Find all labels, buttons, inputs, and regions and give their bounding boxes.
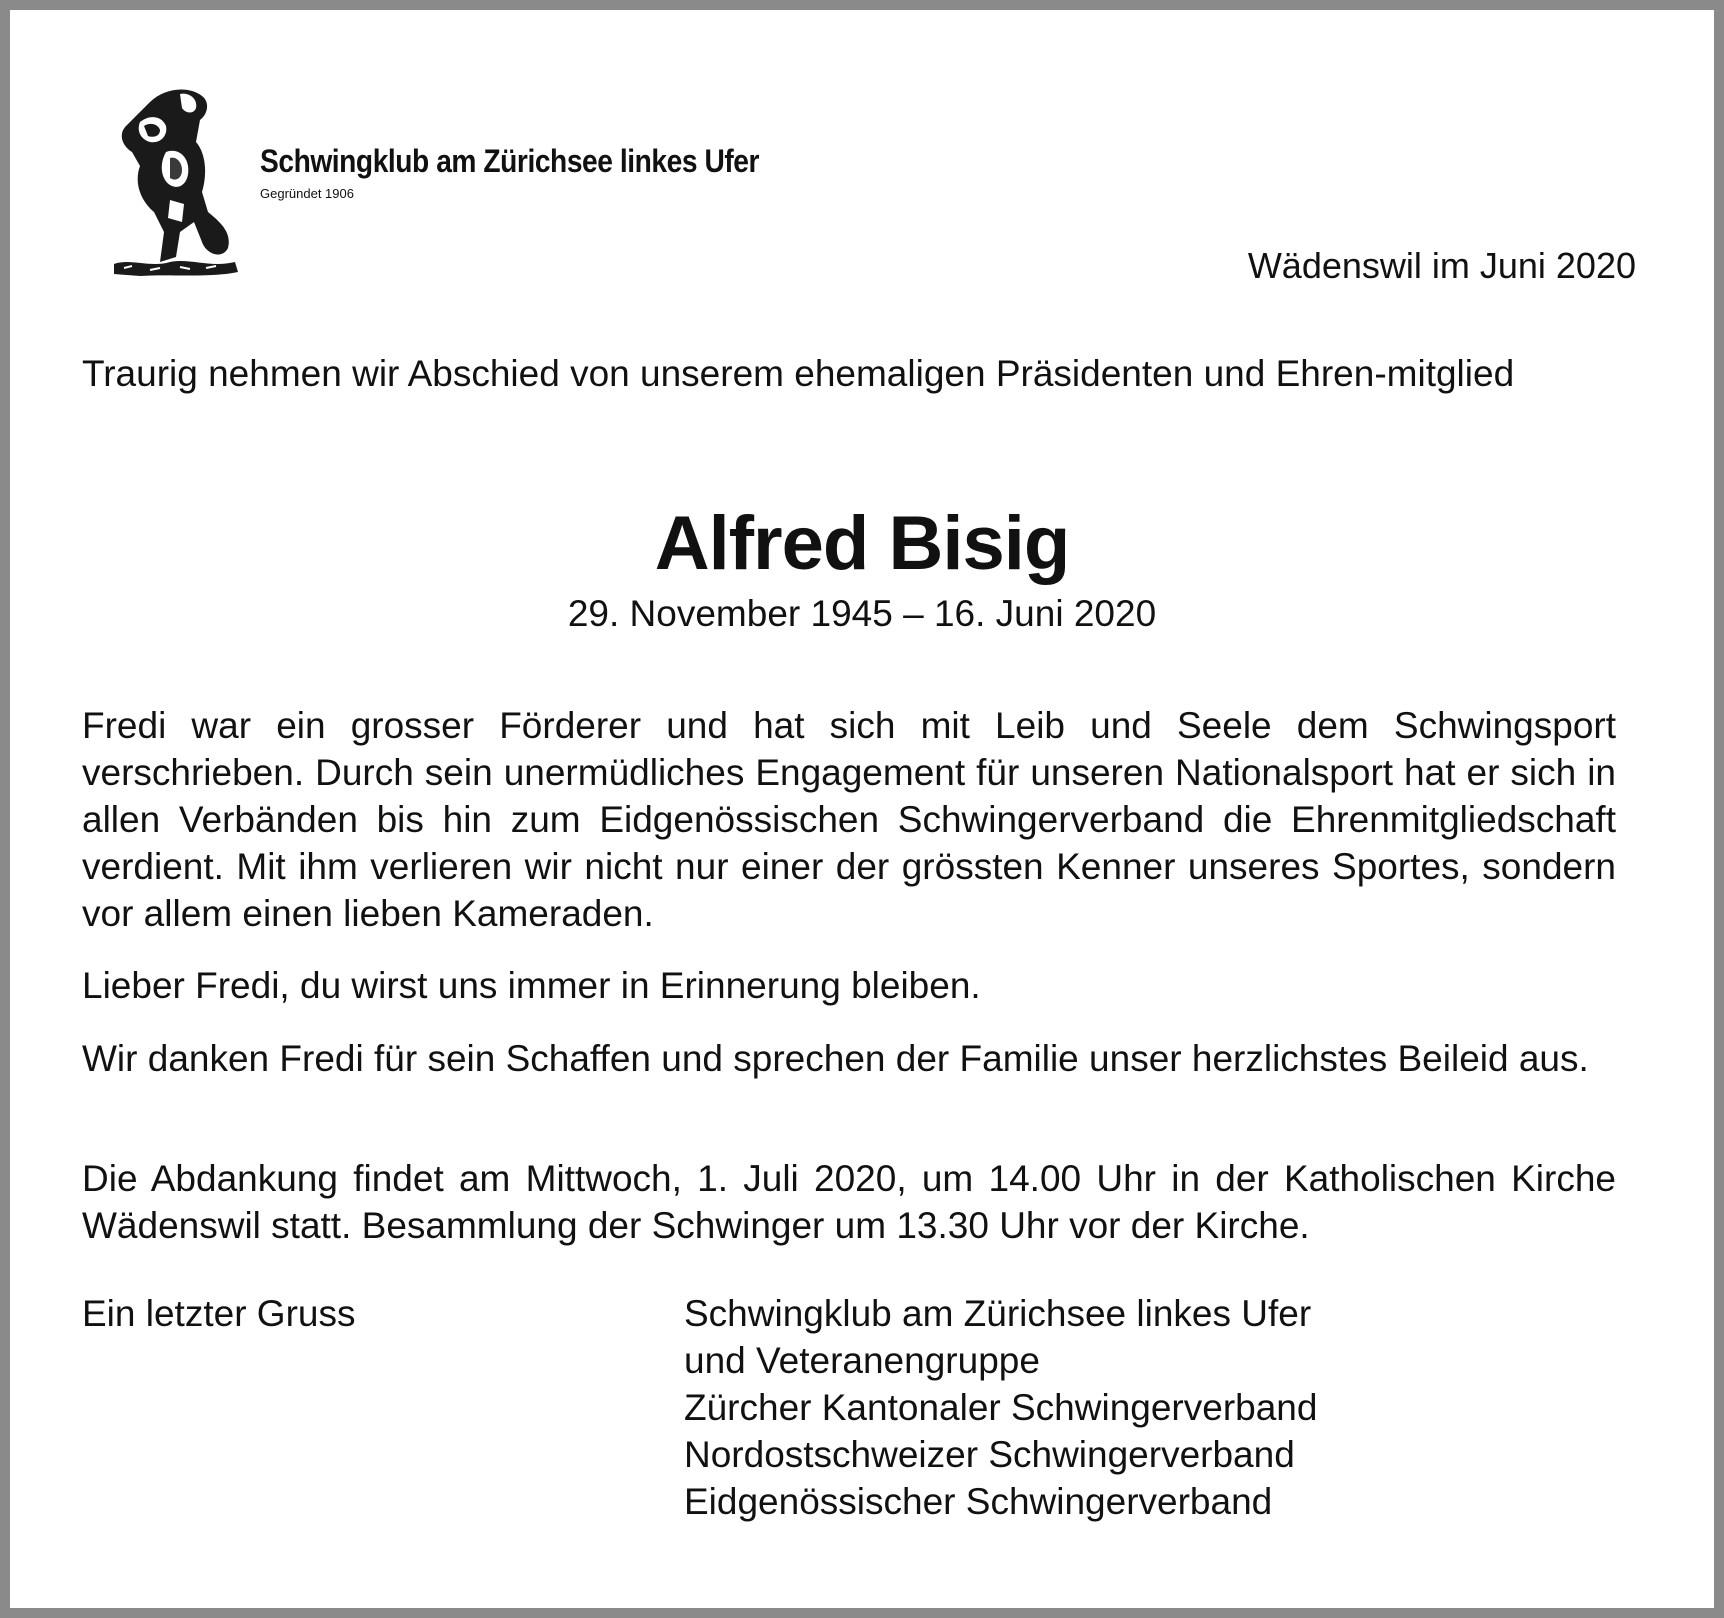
closing-greeting: Ein letzter Gruss <box>82 1293 356 1334</box>
club-name: Schwingklub am Zürichsee linkes Ufer <box>260 143 760 179</box>
sender-item: Zürcher Kantonaler Schwingerverband <box>684 1387 1318 1428</box>
sender-item: Schwingklub am Zürichsee linkes Ufer <box>684 1293 1312 1334</box>
place-date: Wädenswil im Juni 2020 <box>1247 245 1636 286</box>
wrestlers-icon <box>110 82 255 282</box>
founded-year: Gegründet 1906 <box>260 186 354 201</box>
farewell-paragraph: Lieber Fredi, du wirst uns immer in Erinnerung bleiben. <box>82 965 981 1006</box>
sender-item: Nordostschweizer Schwingerverband <box>684 1434 1295 1475</box>
thanks-paragraph: Wir danken Fredi für sein Schaffen und sprechen der Familie unser herzlichstes Beileid aus. <box>82 1038 1589 1079</box>
intro-text: Traurig nehmen wir Abschied von unserem ehemaligen Präsidenten und Ehren-mitglied <box>82 353 1515 394</box>
life-dates: 29. November 1945 – 16. Juni 2020 <box>567 593 1157 634</box>
tribute-paragraph: Fredi war ein grosser Förderer und hat sich mit Leib und Seele dem Schwingsport verschrieben. Durch sein unermüdliches Engagement für unseren Nationalsport hat er sich in allen Verbänden bis hin zum Eidgenössischen Schwingerverband die Ehrenmitgliedschaft verdient. Mit ihm verlieren wir nicht nur einer der grössten Kenner unseres Sportes, sondern vor allem einen lieben Kameraden. <box>82 705 1616 934</box>
funeral-paragraph: Die Abdankung findet am Mittwoch, 1. Juli 2020, um 14.00 Uhr in der Katholischen Kirche Wädenswil statt. Besammlung der Schwinger um 13.30 Uhr vor der Kirche. <box>82 1158 1616 1246</box>
sender-item: und Veteranengruppe <box>684 1340 1040 1381</box>
sender-item: Eidgenössischer Schwingerverband <box>684 1481 1273 1522</box>
sender-list <box>684 1290 1317 1525</box>
deceased-name: Alfred Bisig <box>654 501 1070 586</box>
